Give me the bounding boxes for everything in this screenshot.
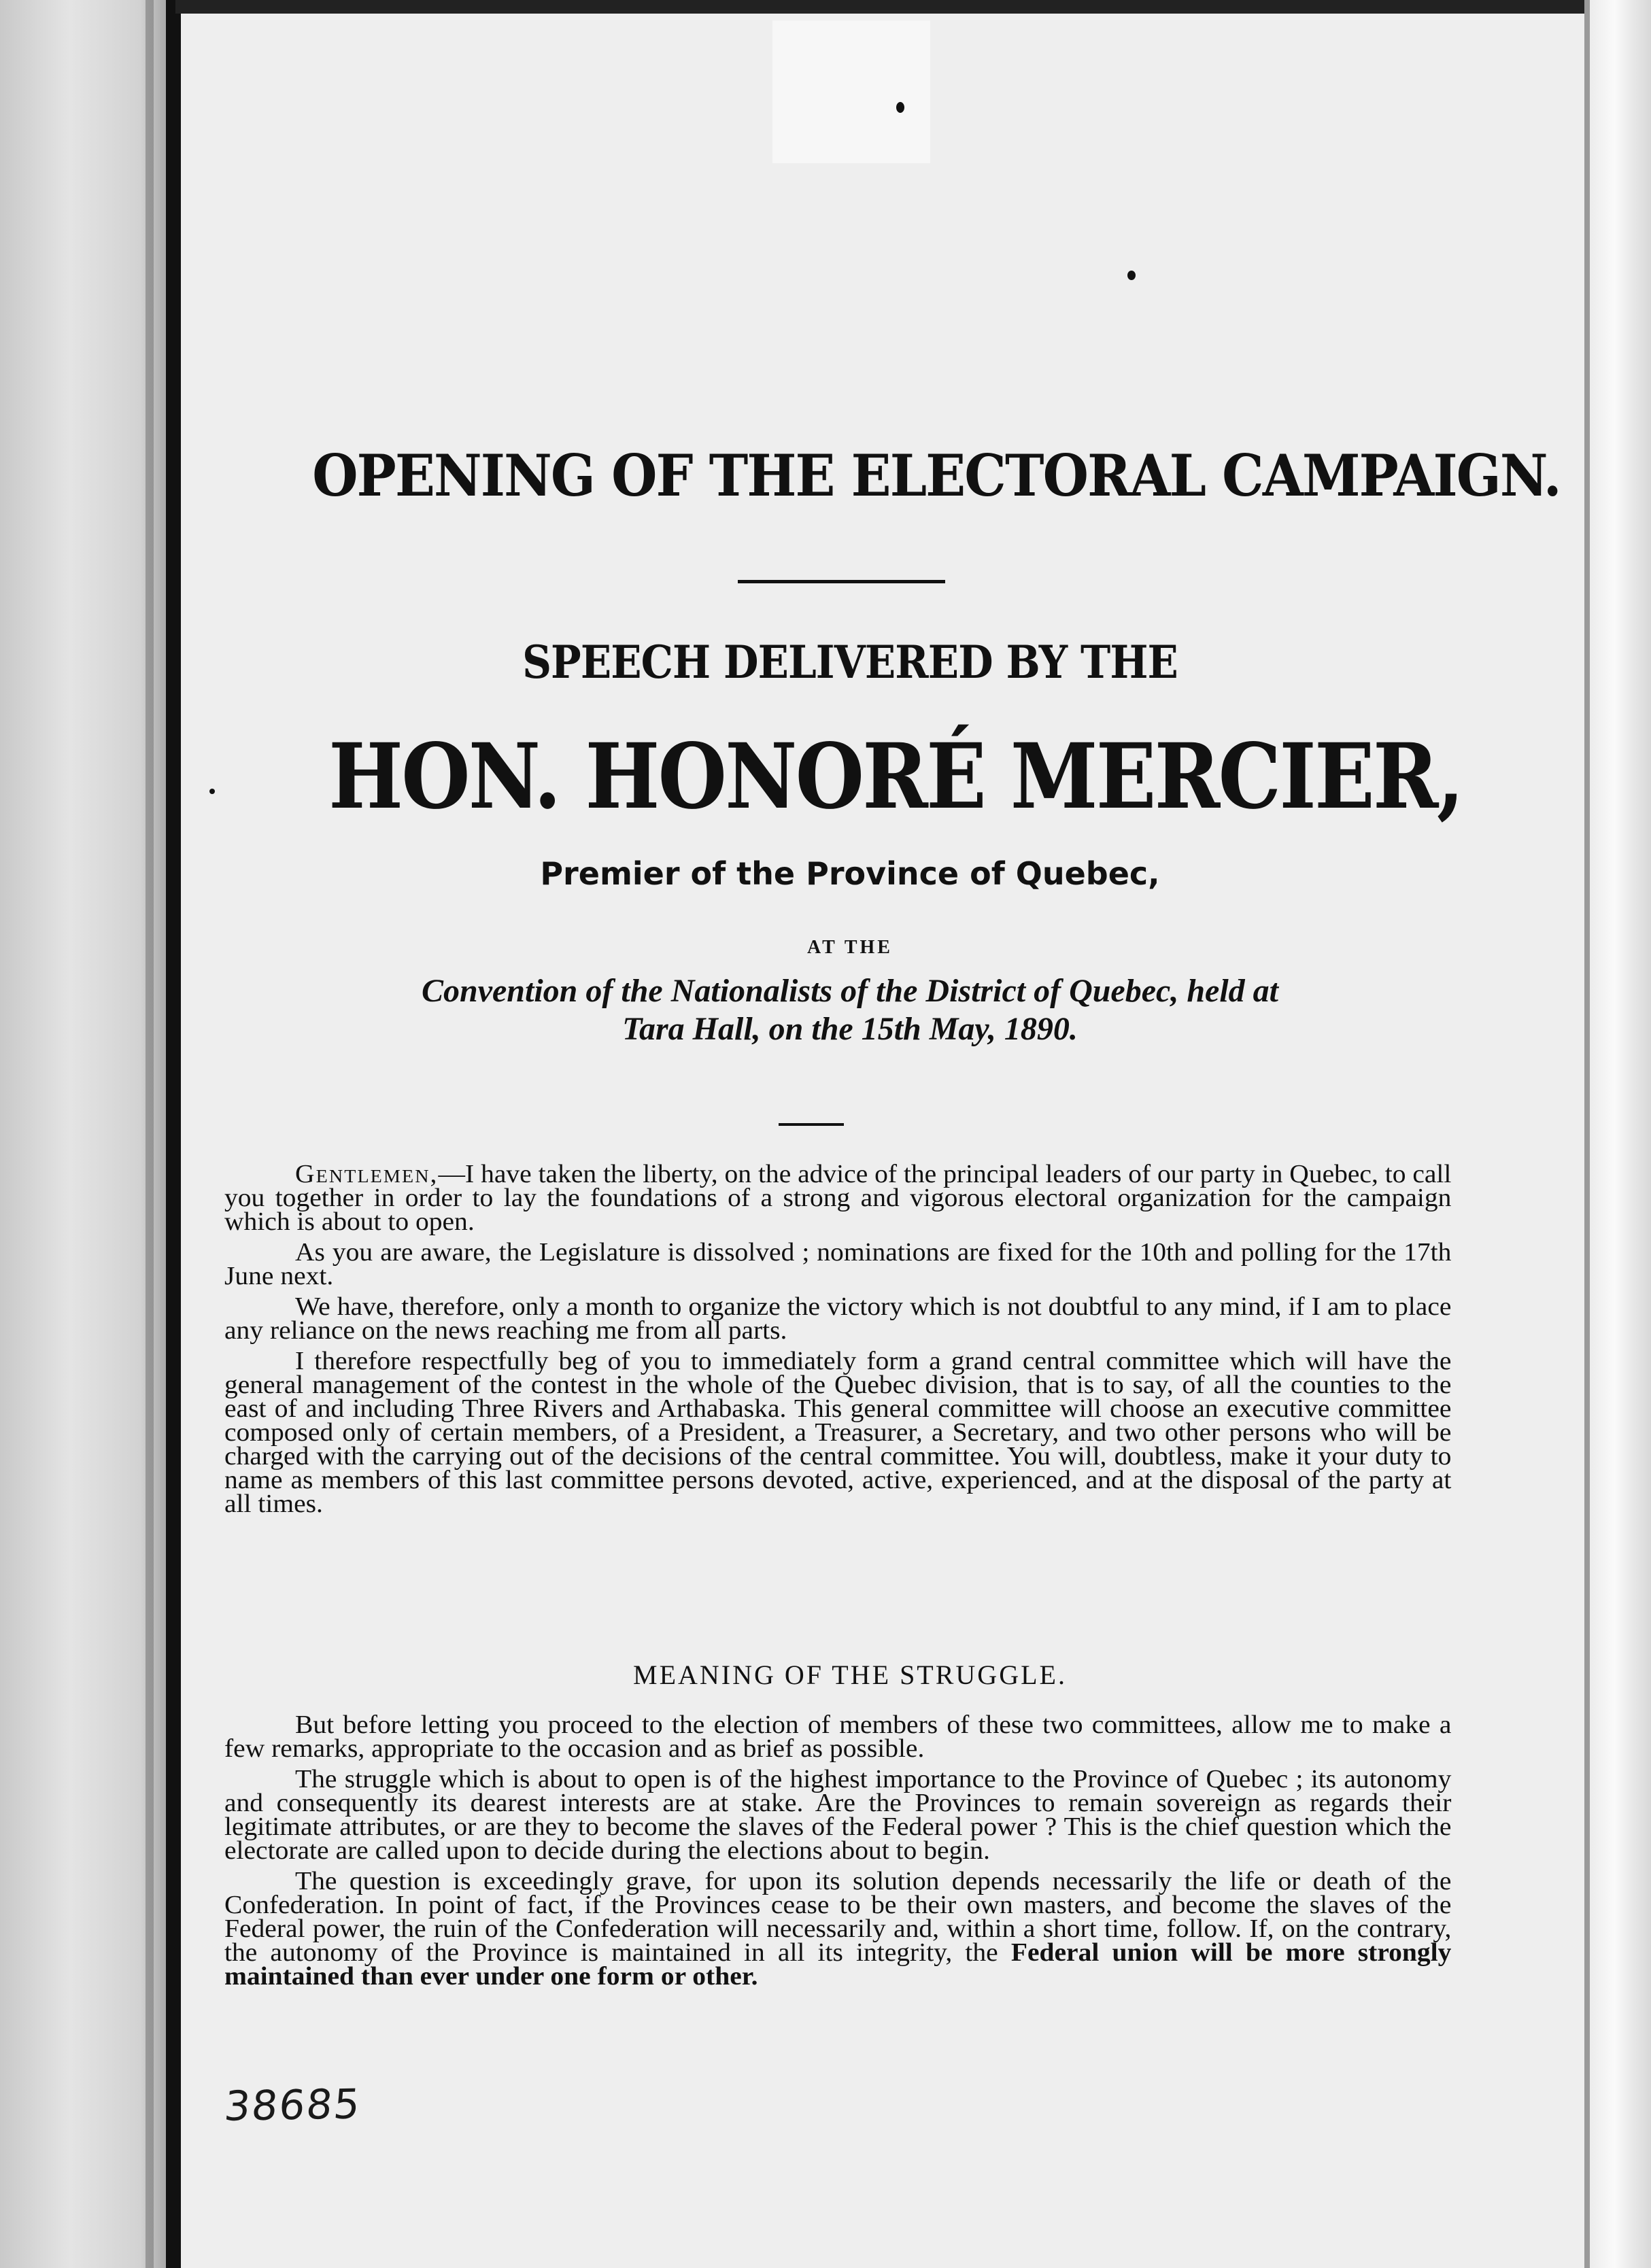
salutation: Gentlemen, <box>295 1160 439 1188</box>
speaker-name: HON. HONORÉ MERCIER, <box>328 724 1463 829</box>
paragraph: Gentlemen,—I have taken the liberty, on the advice of the principal leaders of our party in Quebec, to call you together in order to lay the foundations of a strong and vigorous electoral organization for the campaign which is about to open. <box>224 1160 1452 1236</box>
ink-speck <box>896 102 904 113</box>
paragraph: As you are aware, the Legislature is dissolved ; nominations are fixed for the 10th and polling for the 17th June next. <box>224 1238 1452 1290</box>
paragraph: I therefore respectfully beg of you to immediately form a grand central committee which will have the general management of the contest in the whole of the Quebec division, that is to say, of all the counties to the east of and including Three Rivers and Arthabaska. This general committee will choose an executive committee composed only of certain members, of a President, a Treasurer, a Secretary, and two other persons who will be charged with the carrying out of the decisions of the central committee. You will, doubtless, make it your duty to name as members of this last committee persons devoted, active, experienced, and at the disposal of the party at all times. <box>224 1347 1452 1518</box>
event-line-1: Convention of the Nationalists of the District of Quebec, held at <box>421 973 1279 1009</box>
event-line-2: Tara Hall, on the 15th May, 1890. <box>622 1011 1078 1047</box>
scan-spine-shadow <box>146 0 154 2268</box>
document-subtitle: SPEECH DELIVERED BY THE <box>522 636 1178 689</box>
binding-edge <box>166 0 181 2268</box>
scan-right-margin <box>1590 0 1651 2268</box>
catalogue-number: 38685 <box>222 2080 363 2131</box>
struggle-section <box>224 1713 1451 1995</box>
paragraph: The question is exceedingly grave, for upon its solution depends necessarily the life or death of the Confederation. In point of fact, if the Provinces cease to be their own masters, and become the slaves of the Federal power, the ruin of the Confederation will necessarily and, within a short time, follow. If, on the contrary, the autonomy of the Province is maintained in all its integrity, the Federal union will be more strongly maintained than ever under one form or other. <box>224 1867 1452 1991</box>
paragraph: But before letting you proceed to the election of members of these two committees, allow me to make a few remarks, appropriate to the occasion and as brief as possible. <box>224 1711 1452 1763</box>
paragraph: We have, therefore, only a month to organize the victory which is not doubtful to any mind, if I am to place any reliance on the news reaching me from all parts. <box>224 1292 1452 1345</box>
paper-tab <box>772 20 930 163</box>
scan-right-shadow <box>1584 0 1590 2268</box>
paragraph: The struggle which is about to open is of the highest importance to the Province of Quebec ; its autonomy and consequently its dearest interests are at stake. Are the Provinces to remain sovereign as regards their legitimate attributes, or are they to become the slaves of the Federal power ? This is the chief question which the electorate are called upon to decide during the elections about to begin. <box>224 1765 1452 1865</box>
event-description <box>252 972 1448 1048</box>
speaker-role: Premier of the Province of Quebec, <box>540 855 1160 892</box>
title-divider <box>738 580 945 583</box>
at-the-label: AT THE <box>807 937 893 958</box>
section-heading: MEANING OF THE STRUGGLE. <box>633 1660 1067 1690</box>
ink-speck <box>209 789 215 794</box>
event-divider <box>779 1123 844 1126</box>
intro-section <box>224 1160 1452 1523</box>
document-title: OPENING OF THE ELECTORAL CAMPAIGN. <box>312 442 1561 509</box>
scan-top-edge <box>175 0 1651 14</box>
ink-speck <box>1127 271 1136 280</box>
